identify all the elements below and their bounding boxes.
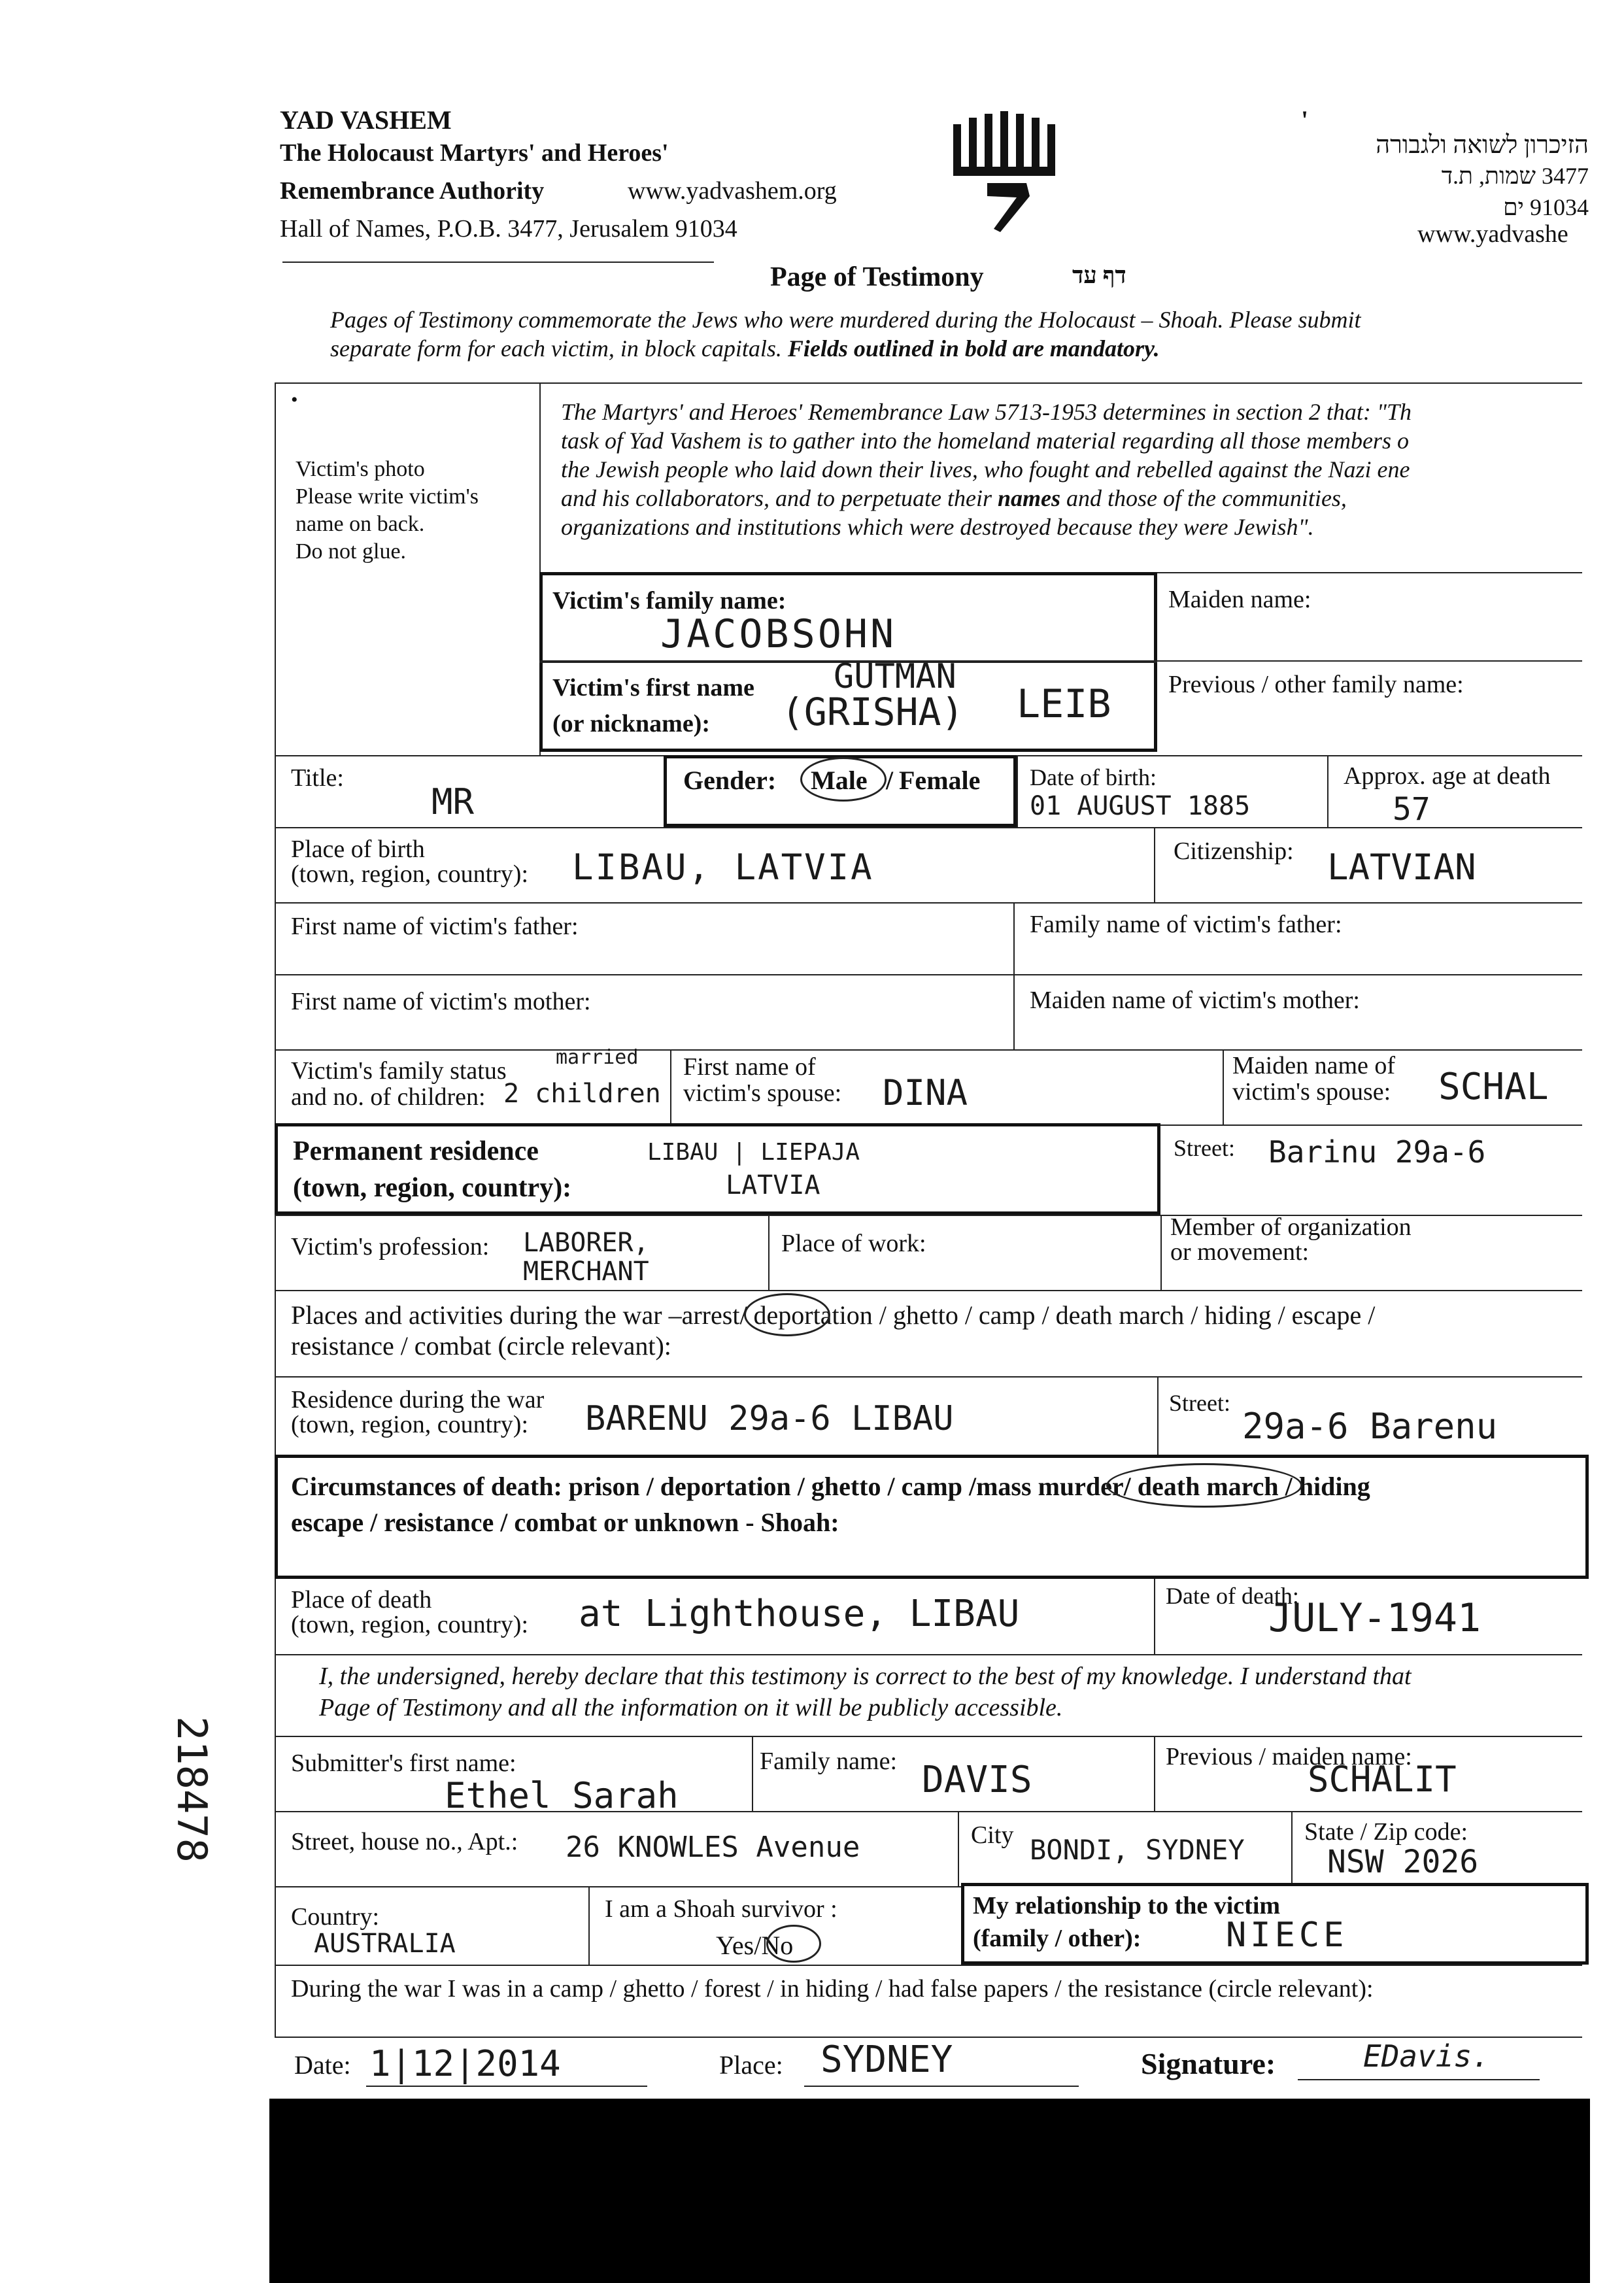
relationship-label-1: My relationship to the victim xyxy=(973,1892,1281,1919)
form-top-line xyxy=(275,382,1582,384)
spouse-first-value[interactable]: DINA xyxy=(883,1072,968,1113)
children-value[interactable]: 2 children xyxy=(503,1079,661,1109)
city-label: City xyxy=(971,1821,1014,1849)
previous-name-label: Previous / other family name: xyxy=(1168,671,1464,698)
spouse-first-label xyxy=(683,1054,841,1106)
spouse-divider xyxy=(1223,1049,1224,1125)
declaration-text xyxy=(319,1661,1412,1723)
form-bottom-line xyxy=(275,2037,1582,2038)
residence-label-1: Permanent residence xyxy=(293,1136,539,1166)
maiden-name-label: Maiden name: xyxy=(1168,586,1311,613)
family-status-value[interactable]: married xyxy=(556,1046,639,1069)
death-place-label-2: (town, region, country): xyxy=(291,1611,529,1638)
death-place-label xyxy=(291,1587,528,1637)
row-line-spouse xyxy=(275,1049,1582,1051)
law-line-5: organizations and institutions which were destroyed because they were Jewish". xyxy=(561,514,1314,540)
org-line-1: The Holocaust Martyrs' and Heroes' xyxy=(280,139,669,167)
war-residence-label xyxy=(291,1387,544,1437)
activities-line-1 xyxy=(291,1300,1375,1330)
instructions-line-1: Pages of Testimony commemorate the Jews who were murdered during the Holocaust – Shoah. Please submit xyxy=(330,307,1361,333)
gender-female[interactable]: Female xyxy=(899,766,981,795)
death-place-value[interactable]: at Lighthouse, LIBAU xyxy=(579,1593,1020,1635)
war-residence-value[interactable]: BARENU 29a-6 LIBAU xyxy=(585,1399,954,1438)
law-line-4a: and his collaborators, and to perpetuate their xyxy=(561,485,992,511)
dob-value[interactable]: 01 AUGUST 1885 xyxy=(1030,791,1251,821)
spouse-maiden-label xyxy=(1232,1053,1395,1105)
address: Hall of Names, P.O.B. 3477, Jerusalem 91034 xyxy=(280,215,737,243)
gender-male[interactable]: Male xyxy=(811,766,868,795)
footer-place-value[interactable]: SYDNEY xyxy=(820,2038,953,2081)
victim-first-name-label: Victim's first name xyxy=(552,674,754,702)
photo-line-2: Please write victim's xyxy=(296,484,479,509)
profession-value-1[interactable]: LABORER, xyxy=(523,1228,649,1258)
footer-place-line xyxy=(804,2086,1079,2087)
street-value[interactable]: Barinu 29a-6 xyxy=(1268,1134,1486,1170)
gender-divider xyxy=(1017,755,1018,827)
survivor-yes[interactable]: Yes xyxy=(716,1931,754,1960)
website: www.yadvashem.org xyxy=(628,177,837,205)
gender-label: Gender: xyxy=(683,766,777,795)
victim-title[interactable]: MR xyxy=(431,781,475,822)
state-value[interactable]: NSW 2026 xyxy=(1327,1844,1479,1880)
activities-line-3: resistance / combat (circle relevant): xyxy=(291,1331,671,1361)
footer-place-label: Place: xyxy=(719,2050,783,2080)
victim-nickname[interactable]: (GRISHA) xyxy=(781,690,964,734)
war-street-value[interactable]: 29a-6 Barenu xyxy=(1242,1406,1498,1447)
survivor-no[interactable]: No xyxy=(761,1931,794,1960)
member-label-2: or movement: xyxy=(1170,1238,1310,1266)
row-line-activities xyxy=(275,1290,1582,1291)
law-text xyxy=(561,397,1412,541)
row-line-war-residence xyxy=(275,1376,1582,1378)
death-divider xyxy=(1154,1579,1155,1654)
instructions-line-2 xyxy=(330,335,1160,362)
row-line-submitter xyxy=(275,1736,1582,1737)
relationship-label-2: (family / other): xyxy=(973,1925,1142,1952)
father-family-label: Family name of victim's father: xyxy=(1030,911,1342,938)
age-label: Approx. age at death xyxy=(1344,762,1551,790)
victim-middle-name[interactable]: LEIB xyxy=(1017,681,1111,727)
submitter-previous-value[interactable]: SCHALIT xyxy=(1308,1759,1457,1800)
residence-label xyxy=(293,1133,571,1206)
residence-street-top xyxy=(1160,1125,1582,1126)
victim-family-name-label: Victim's family name: xyxy=(552,587,787,615)
profession-divider xyxy=(768,1215,770,1290)
profession-label: Victim's profession: xyxy=(291,1233,490,1260)
address-value[interactable]: 26 KNOWLES Avenue xyxy=(566,1831,860,1864)
declaration-line-1: I, the undersigned, hereby declare that this testimony is correct to the best of my knowledge. I understand that xyxy=(319,1663,1412,1690)
maiden-top-line xyxy=(1157,572,1582,573)
war-street-label: Street: xyxy=(1169,1390,1230,1416)
parents-divider xyxy=(1013,902,1015,1049)
footer-signature-label: Signature: xyxy=(1141,2047,1276,2080)
mass-murder-circle xyxy=(1106,1463,1302,1508)
hebrew-website: www.yadvashe xyxy=(1417,220,1568,248)
country-value[interactable]: AUSTRALIA xyxy=(314,1929,456,1959)
mother-first-label: First name of victim's mother: xyxy=(291,988,591,1015)
victim-nickname-label: (or nickname): xyxy=(552,710,710,737)
mother-maiden-label: Maiden name of victim's mother: xyxy=(1030,987,1360,1014)
citizenship-value[interactable]: LATVIAN xyxy=(1327,847,1476,888)
war-residence-divider xyxy=(1157,1376,1159,1455)
circumstances-line-3: escape / resistance / combat or unknown - Shoah: xyxy=(291,1508,839,1537)
title-label: Title: xyxy=(291,764,344,792)
gender-separator: / xyxy=(886,766,894,795)
row-line-address xyxy=(275,1811,1582,1812)
war-residence-label-1: Residence during the war xyxy=(291,1386,545,1413)
spouse-first-label-2: victim's spouse: xyxy=(683,1079,842,1107)
footer-signature-line xyxy=(1298,2079,1540,2080)
work-label: Place of work: xyxy=(781,1230,926,1257)
dob-label: Date of birth: xyxy=(1030,764,1157,790)
yad-vashem-logo-icon xyxy=(948,105,1059,235)
member-label-1: Member of organization xyxy=(1170,1213,1412,1241)
city-divider xyxy=(1291,1811,1293,1886)
spouse-maiden-label-1: Maiden name of xyxy=(1232,1052,1396,1079)
death-date-label: Date of death: xyxy=(1166,1583,1299,1609)
footer-date-label: Date: xyxy=(294,2050,351,2080)
death-date-value[interactable]: JULY-1941 xyxy=(1268,1595,1481,1641)
circumstances-label: Circumstances of death: prison / deportation / ghetto / camp / xyxy=(291,1472,977,1501)
spouse-maiden-label-2: victim's spouse: xyxy=(1232,1078,1391,1106)
survivor-circle xyxy=(766,1925,821,1963)
residence-value-1[interactable]: LIBAU | LIEPAJA xyxy=(647,1139,860,1166)
country-label: Country: xyxy=(291,1903,380,1931)
profession-value-2[interactable]: MERCHANT xyxy=(523,1257,649,1287)
victim-family-name[interactable]: JACOBSOHN xyxy=(660,611,897,657)
birthplace-label xyxy=(291,837,528,887)
submitter-first-value[interactable]: Ethel Sarah xyxy=(445,1775,679,1816)
row-line-country xyxy=(275,1886,961,1887)
residence-value-2[interactable]: LATVIA xyxy=(726,1170,820,1200)
submitter-family-label: Family name: xyxy=(760,1748,898,1775)
death-place-label-1: Place of death xyxy=(291,1586,432,1614)
birthplace-value[interactable]: LIBAU, LATVIA xyxy=(572,847,874,888)
spouse-first-label-1: First name of xyxy=(683,1053,816,1081)
photo-line-4: Do not glue. xyxy=(296,539,407,564)
gender-circle xyxy=(800,757,887,802)
instructions-bold: Fields outlined in bold are mandatory. xyxy=(787,335,1160,362)
row-line-birth xyxy=(275,827,1582,828)
law-line-1: The Martyrs' and Heroes' Remembrance Law 5713-1953 determines in section 2 that: "Th xyxy=(561,399,1412,425)
country-divider xyxy=(588,1886,590,1965)
margin-stamp: 218478 xyxy=(168,1716,216,1863)
footer-signature-value[interactable]: EDavis. xyxy=(1363,2038,1490,2074)
footer-date-line xyxy=(366,2086,647,2087)
victim-first-name[interactable]: GUTMAN xyxy=(834,657,956,696)
hebrew-line-1: הזיכרון לשואה ולגבורה xyxy=(1376,131,1589,159)
member-label xyxy=(1170,1215,1412,1264)
submitter-previous-label: Previous / maiden name: xyxy=(1166,1743,1412,1770)
photo-instructions xyxy=(296,456,479,566)
org-line-2: Remembrance Authority xyxy=(280,177,545,205)
submitter-family-value[interactable]: DAVIS xyxy=(922,1759,1032,1801)
address-divider xyxy=(958,1811,959,1886)
activities-rest: / deportation / ghetto / camp / death march / hiding / escape / xyxy=(739,1300,1376,1330)
circumstances-mass-murder[interactable]: mass murder xyxy=(976,1472,1124,1501)
city-value[interactable]: BONDI, SYDNEY xyxy=(1030,1834,1245,1866)
hebrew-line-3: 91034 ים xyxy=(1503,194,1589,220)
law-line-4 xyxy=(561,484,1412,513)
address-label: Street, house no., Apt.: xyxy=(291,1828,518,1855)
status-divider xyxy=(670,1049,671,1125)
circumstances-rest: / death march / hiding xyxy=(1123,1472,1370,1501)
declaration-line-2: Page of Testimony and all the information on it will be publicly accessible. xyxy=(319,1694,1063,1721)
submitter-first-divider xyxy=(752,1736,753,1811)
dob-divider xyxy=(1327,755,1328,827)
tick-mark: ' xyxy=(1301,105,1309,135)
law-line-2: task of Yad Vashem is to gather into the homeland material regarding all those members o xyxy=(561,428,1409,454)
work-divider xyxy=(1160,1215,1162,1290)
family-status-label xyxy=(291,1058,507,1110)
family-status-label-2: and no. of children: xyxy=(291,1083,486,1111)
street-label: Street: xyxy=(1174,1135,1235,1161)
submitter-first-label: Submitter's first name: xyxy=(291,1750,516,1777)
family-status-label-1: Victim's family status xyxy=(291,1057,507,1085)
row-line-war xyxy=(275,1965,1582,1966)
submitter-war-label: During the war I was in a camp / ghetto / forest / in hiding / had false papers / the resistance (circle relevant): xyxy=(291,1975,1374,2003)
instructions-text: separate form for each victim, in block capitals. xyxy=(330,335,782,362)
birthplace-label-1: Place of birth xyxy=(291,836,425,863)
relationship-value[interactable]: NIECE xyxy=(1226,1916,1348,1955)
maiden-divider xyxy=(1157,660,1582,662)
row-line-father xyxy=(275,902,1582,904)
birthplace-label-2: (town, region, country): xyxy=(291,860,529,888)
citizenship-label: Citizenship: xyxy=(1174,837,1294,865)
father-first-label: First name of victim's father: xyxy=(291,913,579,940)
row-line-mother xyxy=(275,974,1582,975)
photo-line-1: Victim's photo xyxy=(296,457,425,481)
photo-line-3: name on back. xyxy=(296,512,425,536)
birth-divider xyxy=(1154,827,1155,902)
page-title: Page of Testimony xyxy=(770,262,984,292)
spouse-maiden-value[interactable]: SCHAL xyxy=(1438,1066,1549,1108)
law-line-4c: and those of the communities, xyxy=(1066,485,1347,511)
war-residence-label-2: (town, region, country): xyxy=(291,1411,529,1438)
photo-bullet: • xyxy=(291,389,298,411)
redaction-bar xyxy=(269,2099,1590,2283)
footer-date-value[interactable]: 1|12|2014 xyxy=(369,2043,561,2084)
activities-arrest[interactable]: arrest xyxy=(681,1300,740,1330)
law-line-4b: names xyxy=(997,485,1060,511)
state-label: State / Zip code: xyxy=(1304,1818,1468,1846)
hebrew-line-2: 3477 שמות, ת.ד xyxy=(1441,163,1589,189)
arrest-circle xyxy=(744,1293,830,1336)
residence-label-2: (town, region, country): xyxy=(293,1173,572,1203)
survivor-label: I am a Shoah survivor : xyxy=(605,1895,837,1923)
header-rule xyxy=(282,262,714,263)
submitter-family-divider xyxy=(1154,1736,1155,1811)
activities-label: Places and activities during the war – xyxy=(291,1300,682,1330)
survivor-separator: / xyxy=(754,1931,762,1960)
page-title-hebrew: דף עד xyxy=(1072,262,1126,288)
age-value[interactable]: 57 xyxy=(1393,791,1430,828)
org-name: YAD VASHEM xyxy=(280,105,452,135)
law-line-3: the Jewish people who laid down their lives, who fought and rebelled against the Nazi ene xyxy=(561,456,1410,482)
row-line-declaration xyxy=(275,1654,1582,1655)
